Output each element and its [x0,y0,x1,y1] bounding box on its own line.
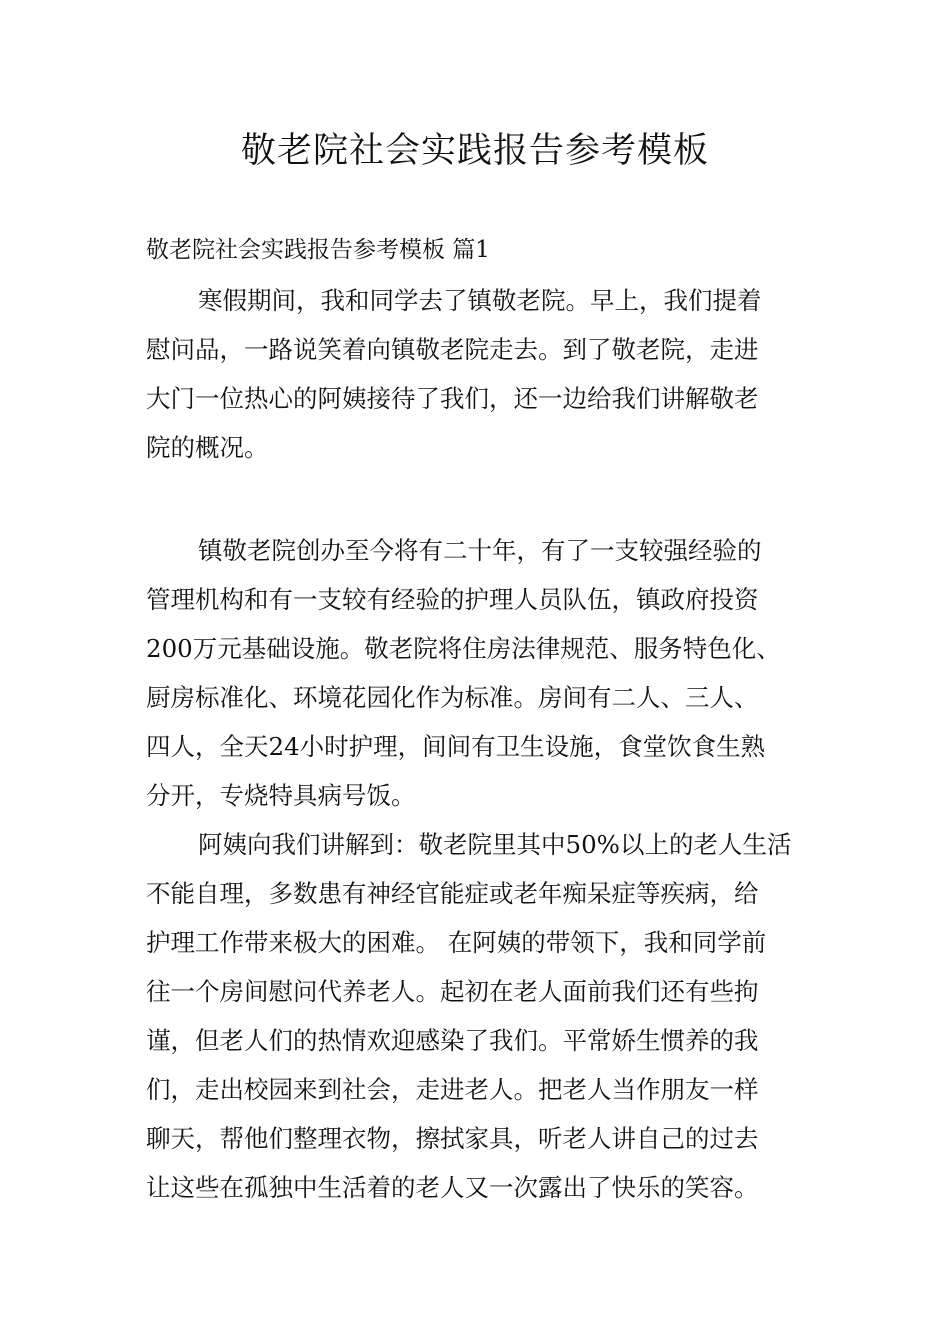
paragraph-line: 们，走出校园来到社会，走进老人。把老人当作朋友一样 [146,1075,759,1104]
paragraph-line: 镇敬老院创办至今将有二十年，有了一支较强经验的 [198,536,762,565]
paragraph-line: 谨，但老人们的热情欢迎感染了我们。平常娇生惯养的我 [146,1026,759,1055]
paragraph-3 [146,820,806,1212]
paragraph-line: 聊天，帮他们整理衣物，擦拭家具，听老人讲自己的过去 [146,1124,759,1153]
paragraph-line: 大门一位热心的阿姨接待了我们，还一边给我们讲解敬老 [146,384,759,413]
section-heading: 敬老院社会实践报告参考模板 篇1 [146,237,490,263]
paragraph-line: 分开，专烧特具病号饭。 [146,781,416,810]
paragraph-line: 厨房标准化、环境花园化作为标准。房间有二人、三人、 [146,683,759,712]
paragraph-line: 让这些在孤独中生活着的老人又一次露出了快乐的笑容。 [146,1173,759,1202]
paragraph-line: 阿姨向我们讲解到：敬老院里其中50%以上的老人生活 [198,830,792,859]
paragraph-line: 寒假期间，我和同学去了镇敬老院。早上，我们提着 [198,286,762,315]
paragraph-line: 不能自理，多数患有神经官能症或老年痴呆症等疾病，给 [146,879,759,908]
paragraph-line: 往一个房间慰问代养老人。起初在老人面前我们还有些拘 [146,977,759,1006]
paragraph-line: 200万元基础设施。敬老院将住房法律规范、服务特色化、 [146,634,781,663]
paragraph-line: 四人，全天24小时护理，间间有卫生设施，食堂饮食生熟 [146,732,766,761]
paragraph-line: 慰问品，一路说笑着向镇敬老院走去。到了敬老院，走进 [146,335,759,364]
document-title: 敬老院社会实践报告参考模板 [240,131,709,171]
paragraph-2 [146,526,806,820]
paragraph-1 [146,276,806,472]
paragraph-line: 管理机构和有一支较有经验的护理人员队伍，镇政府投资 [146,585,759,614]
paragraph-line: 院的概况。 [146,433,269,462]
paragraph-line: 护理工作带来极大的困难。 在阿姨的带领下，我和同学前 [146,928,767,957]
